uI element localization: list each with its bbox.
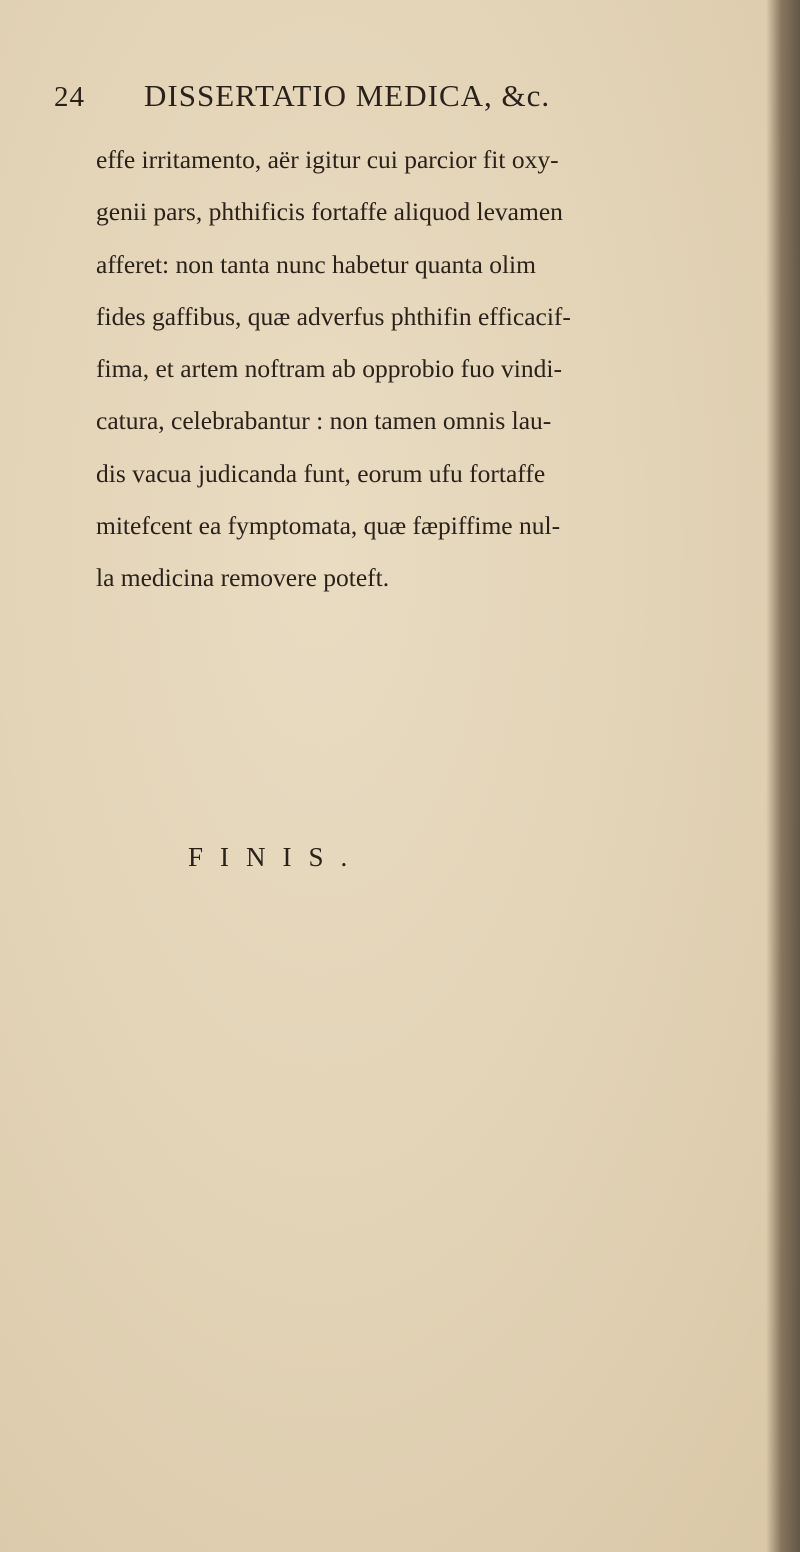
finis-closing: FINIS. <box>188 842 365 872</box>
page-edge-shadow <box>766 0 800 1552</box>
text-line: effe irritamento, aër igitur cui parcior fit oxy- <box>96 145 559 174</box>
running-head-title: DISSERTATIO MEDICA, &c. <box>144 78 551 113</box>
text-line: mitefcent ea fymptomata, quæ fæpiffime nul- <box>96 511 561 541</box>
text-line: afferet: non tanta nunc habetur quanta olim <box>96 249 536 279</box>
running-head <box>54 78 694 122</box>
text-line: fima, et artem noftram ab opprobio fuo vindi- <box>96 354 562 384</box>
text-line: dis vacua judicanda funt, eorum ufu fortaffe <box>96 458 546 488</box>
text-line: la medicina removere poteft. <box>96 563 390 593</box>
text-line: catura, celebrabantur : non tamen omnis lau- <box>96 406 552 436</box>
text-line: fides gaffibus, quæ adverfus phthifin efficacif- <box>96 301 571 331</box>
text-line: genii pars, phthificis fortaffe aliquod levamen <box>96 197 563 227</box>
body-text <box>96 134 756 605</box>
page-number: 24 <box>54 81 85 113</box>
